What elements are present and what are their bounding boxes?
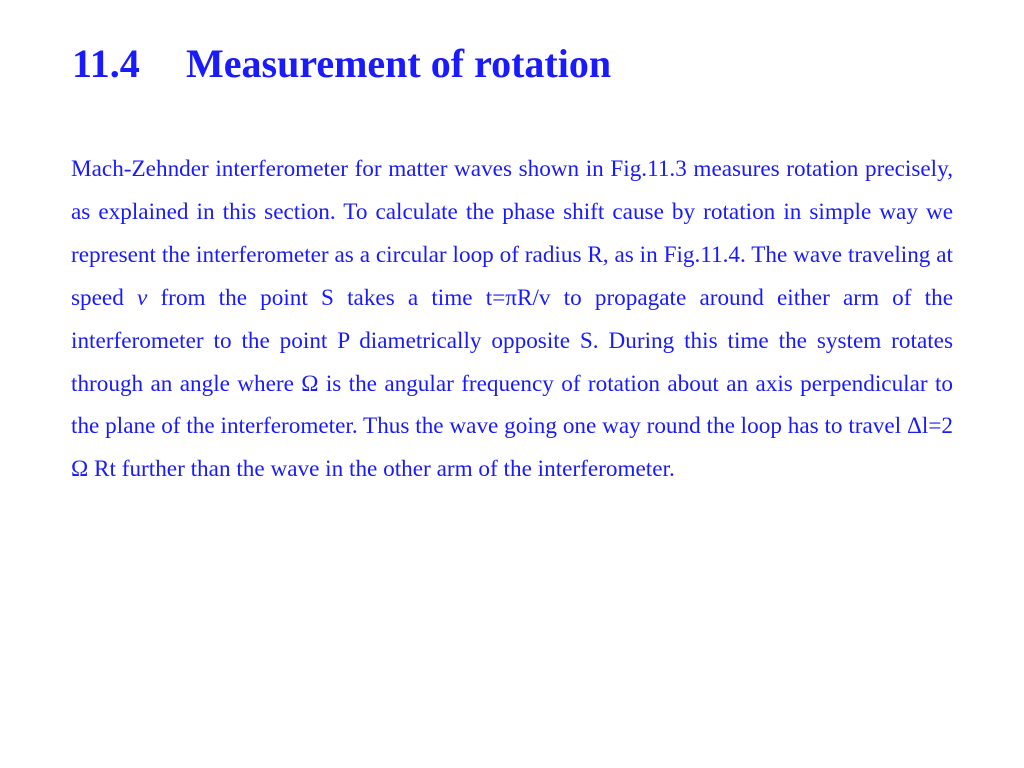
paragraph-part-2: from the point S takes a time t=πR/v to propagate around either arm of the interferometer to the point P diametrically opposite S. During this time the system rotates through an angle where Ω is the angular frequency of rotation about an axis perpendicular to the plane of the interferometer. Thus the wave going one way round the loop has to travel Δl=2 Ω Rt further than the wave in the other arm of the interferometer.: [71, 284, 953, 483]
slide-title: [72, 38, 611, 90]
section-title: Measurement of rotation: [186, 41, 612, 86]
section-number: 11.4: [72, 41, 140, 86]
speed-symbol: v: [136, 284, 148, 311]
paragraph-part-1: Mach-Zehnder interferometer for matter waves shown in Fig.11.3 measures rotation precisely, as explained in this section. To calculate the phase shift cause by rotation in simple way we represent the interferometer as a circular loop of radius R, as in Fig.11.4. The wave traveling at speed: [71, 156, 953, 311]
body-paragraph: [71, 148, 953, 491]
